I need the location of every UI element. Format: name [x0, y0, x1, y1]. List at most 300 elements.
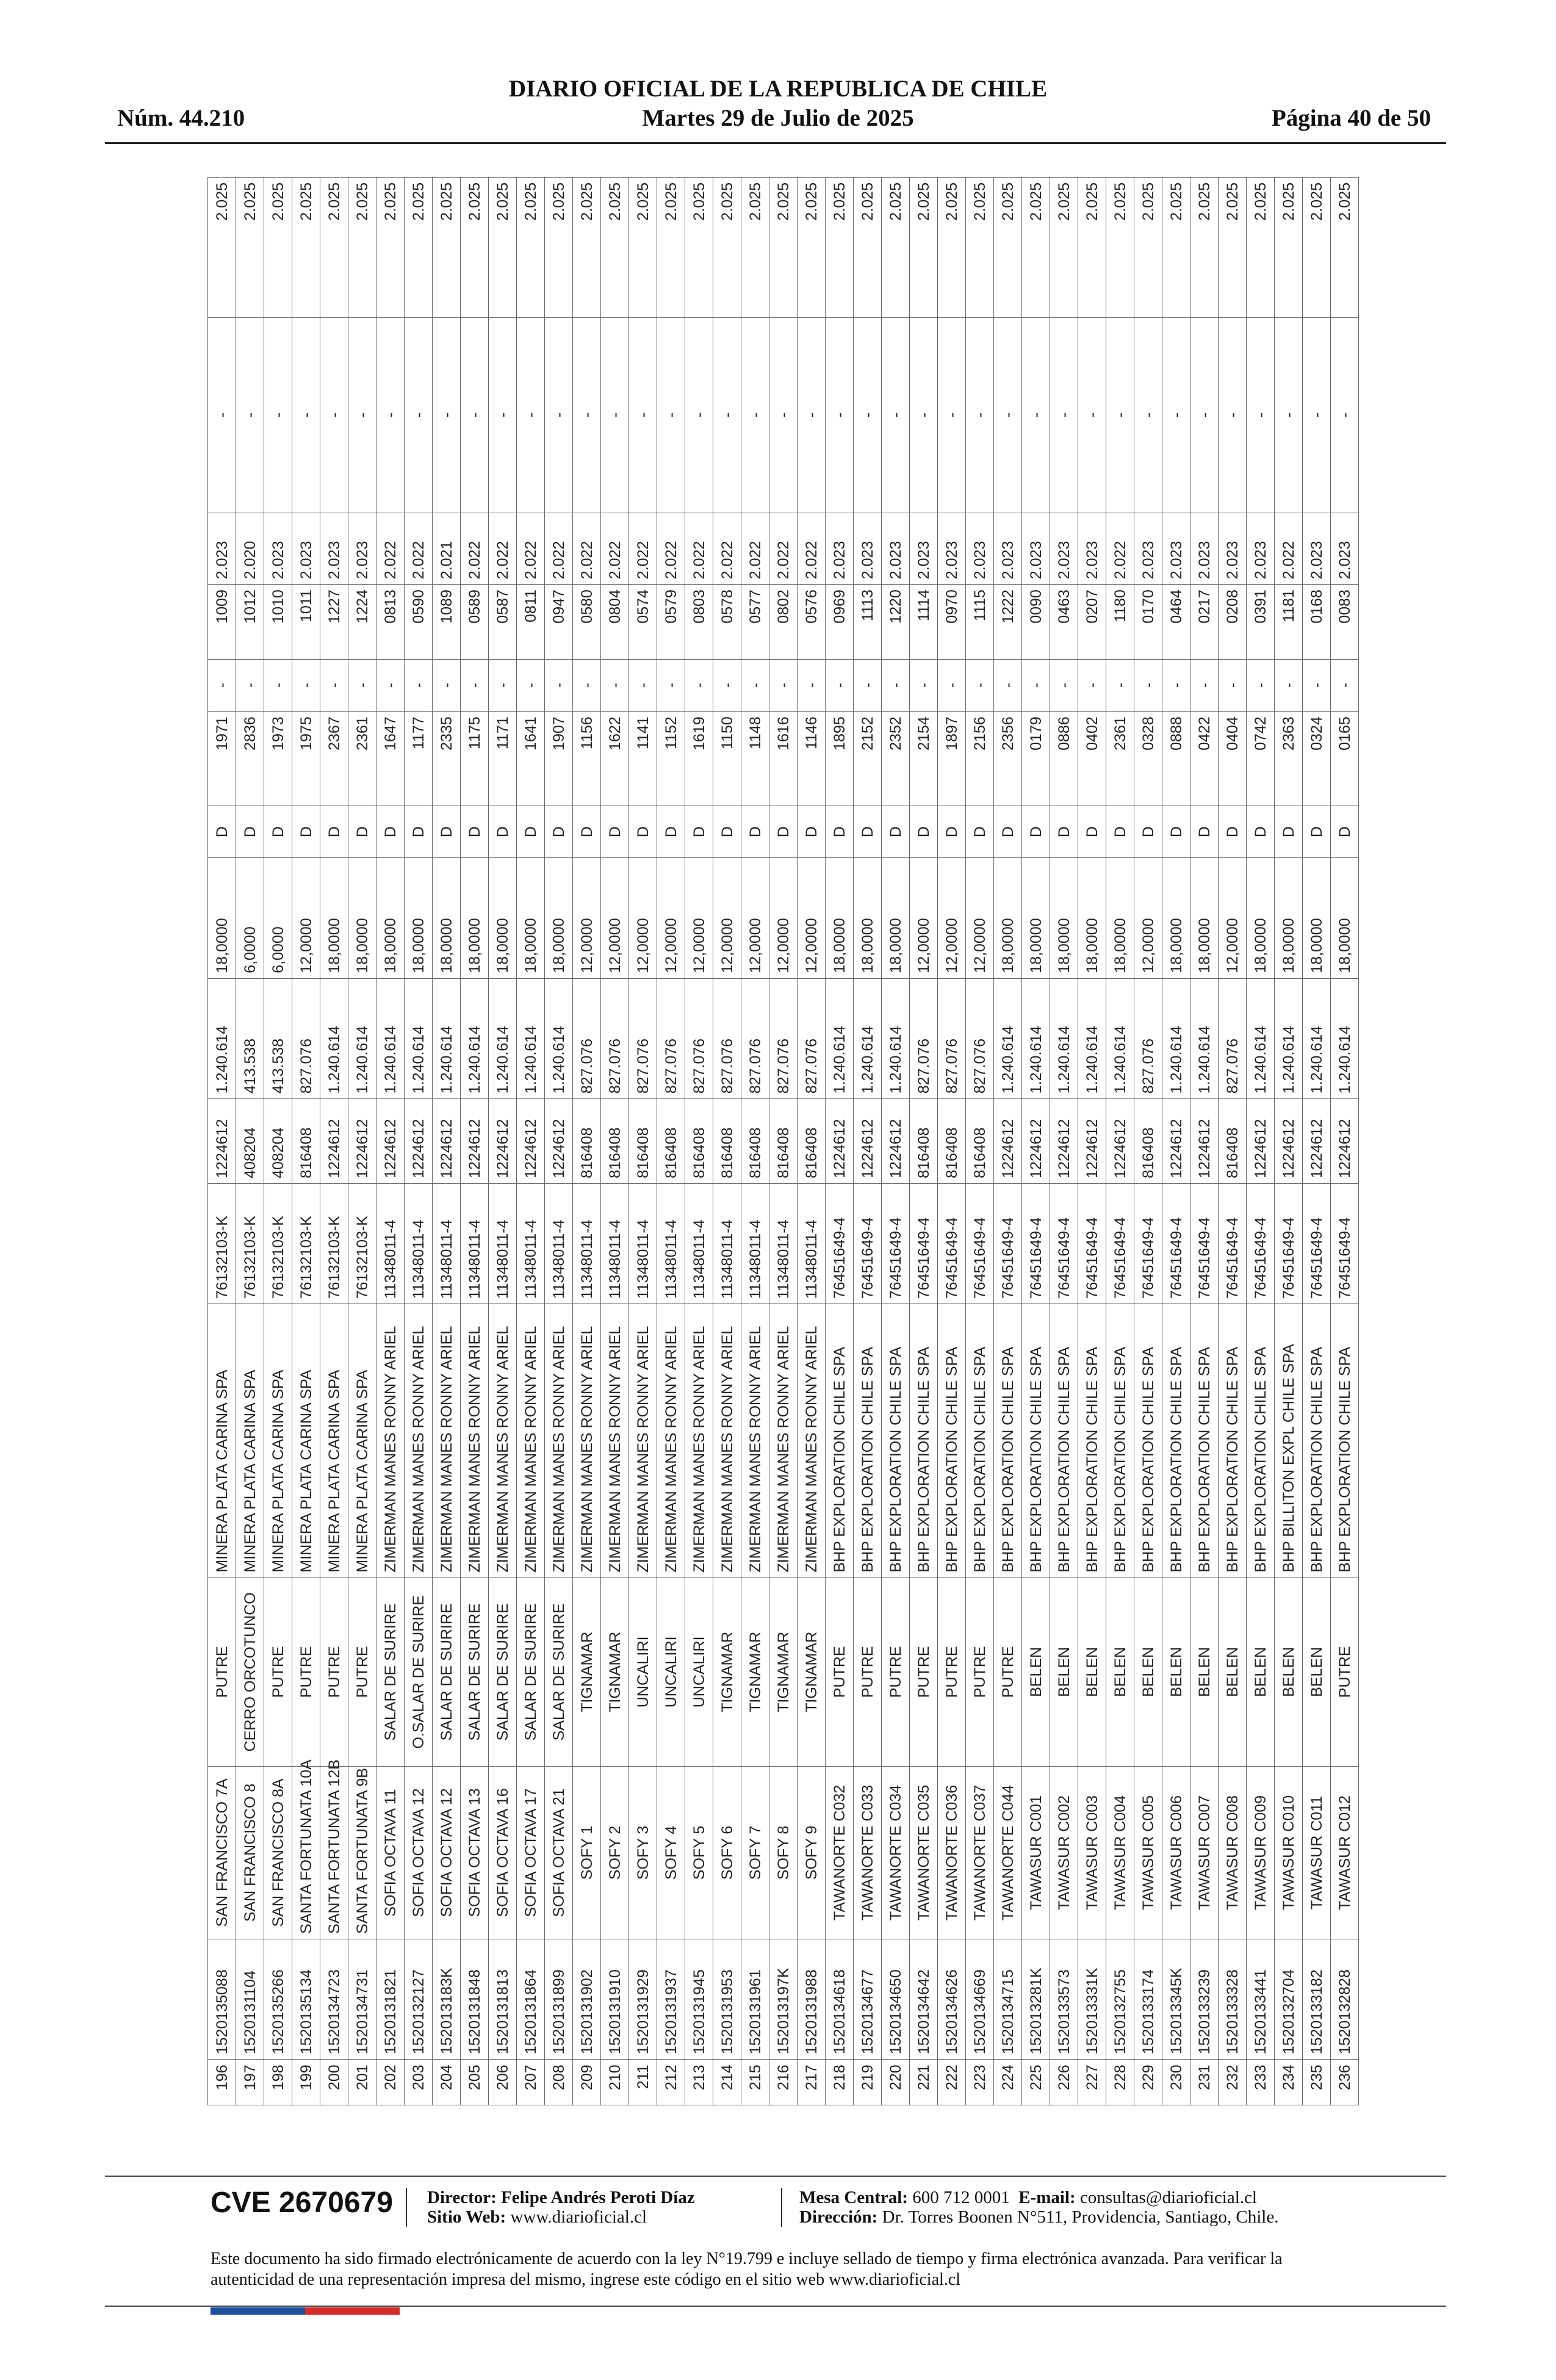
cell-rol-nacional: 1520135266: [264, 1939, 292, 2059]
cell-payment-year: 2.025: [685, 178, 713, 318]
cell-dash-b: -: [461, 317, 489, 513]
email-label: E-mail:: [1018, 2188, 1076, 2207]
cell-foja: 1156: [573, 712, 601, 806]
cell-comuna: PUTRE: [826, 1578, 854, 1766]
cell-dash-a: -: [433, 659, 461, 711]
cell-concession-name: SOFIA OCTAVA 16: [489, 1767, 517, 1939]
cell-number: 0589: [461, 585, 489, 660]
cell-owner-rut: 76451649-4: [1050, 1183, 1078, 1304]
table-row: [629, 178, 657, 2105]
cell-year: 2.023: [994, 513, 1022, 584]
cell-year: 2.023: [1134, 513, 1162, 584]
cell-row-number: 202: [376, 2060, 405, 2105]
cell-row-number: 235: [1303, 2060, 1331, 2105]
cell-concession-name: SOFIA OCTAVA 21: [545, 1767, 573, 1939]
cell-foja: 2367: [320, 712, 348, 806]
cell-dash-b: -: [292, 317, 320, 513]
cell-dash-b: -: [208, 317, 236, 513]
cell-rol-nacional: 1520131902: [573, 1939, 601, 2059]
cell-year: 2.022: [489, 513, 517, 584]
cell-owner-rut: 76451649-4: [994, 1183, 1022, 1304]
cell-comuna: PUTRE: [994, 1578, 1022, 1766]
cell-payment-year: 2.025: [573, 178, 601, 318]
cell-hectares: 18,0000: [1162, 858, 1190, 978]
cell-amount-a: 1224612: [1022, 1099, 1050, 1184]
cell-type-code: D: [657, 806, 685, 857]
cell-row-number: 212: [657, 2060, 685, 2105]
cell-number: 1180: [1106, 585, 1134, 660]
cell-dash-a: -: [1162, 659, 1190, 711]
cell-row-number: 214: [713, 2060, 741, 2105]
cell-amount-b: 1.240.614: [854, 978, 882, 1098]
cell-number: 1222: [994, 585, 1022, 660]
cell-owner-name: MINERA PLATA CARINA SPA: [236, 1304, 264, 1578]
cell-dash-a: -: [264, 659, 292, 711]
table-body: [208, 178, 1359, 2105]
cell-dash-b: -: [517, 317, 545, 513]
cell-dash-b: -: [1303, 317, 1331, 513]
cell-row-number: 201: [348, 2060, 376, 2105]
cell-dash-b: -: [1275, 317, 1303, 513]
cell-concession-name: TAWASUR C004: [1106, 1767, 1134, 1939]
cell-rol-nacional: 1520135088: [208, 1939, 236, 2059]
cell-owner-name: MINERA PLATA CARINA SPA: [320, 1304, 348, 1578]
cell-dash-b: -: [1106, 317, 1134, 513]
footer-divider: [105, 2176, 1446, 2177]
cell-dash-a: -: [798, 659, 826, 711]
cell-amount-a: 1224612: [489, 1099, 517, 1184]
cell-type-code: D: [854, 806, 882, 857]
cell-year: 2.023: [264, 513, 292, 584]
cell-row-number: 236: [1331, 2060, 1359, 2105]
cell-amount-b: 1.240.614: [826, 978, 854, 1098]
cell-owner-rut: 11348011-4: [545, 1183, 573, 1304]
cell-amount-a: 1224612: [405, 1099, 433, 1184]
cell-amount-a: 816408: [1134, 1099, 1162, 1184]
cell-row-number: 199: [292, 2060, 320, 2105]
cell-comuna: PUTRE: [882, 1578, 910, 1766]
cell-amount-a: 816408: [685, 1099, 713, 1184]
web-link[interactable]: www.diarioficial.cl: [510, 2207, 647, 2227]
cell-owner-rut: 76451649-4: [1078, 1183, 1106, 1304]
cell-foja: 2356: [994, 712, 1022, 806]
cell-foja: 1148: [741, 712, 769, 806]
cell-amount-a: 1224612: [1303, 1099, 1331, 1184]
cell-owner-name: BHP EXPLORATION CHILE SPA: [1134, 1304, 1162, 1578]
cell-hectares: 12,0000: [798, 858, 826, 978]
cell-owner-rut: 76132103-K: [264, 1183, 292, 1304]
cell-amount-b: 1.240.614: [1275, 978, 1303, 1098]
cell-year: 2.023: [1219, 513, 1247, 584]
cell-amount-b: 1.240.614: [1303, 978, 1331, 1098]
cell-row-number: 210: [601, 2060, 629, 2105]
cell-comuna: PUTRE: [966, 1578, 994, 1766]
cell-dash-b: -: [601, 317, 629, 513]
cell-concession-name: SAN FRANCISCO 8A: [264, 1767, 292, 1939]
cell-dash-a: -: [517, 659, 545, 711]
cell-amount-a: 1224612: [208, 1099, 236, 1184]
cell-comuna: SALAR DE SURIRE: [517, 1578, 545, 1766]
cell-owner-name: MINERA PLATA CARINA SPA: [292, 1304, 320, 1578]
cell-row-number: 222: [938, 2060, 966, 2105]
cell-hectares: 18,0000: [517, 858, 545, 978]
cell-comuna: BELEN: [1162, 1578, 1190, 1766]
cell-owner-name: ZIMERMAN MANES RONNY ARIEL: [517, 1304, 545, 1578]
cell-amount-b: 1.240.614: [320, 978, 348, 1098]
cell-dash-a: -: [1247, 659, 1275, 711]
cell-payment-year: 2.025: [910, 178, 938, 318]
cell-comuna: BELEN: [1275, 1578, 1303, 1766]
cell-row-number: 231: [1190, 2060, 1219, 2105]
cell-comuna: UNCALIRI: [657, 1578, 685, 1766]
cell-payment-year: 2.025: [1022, 178, 1050, 318]
cell-amount-b: 827.076: [629, 978, 657, 1098]
director-name: Felipe Andrés Peroti Díaz: [501, 2188, 695, 2207]
cell-foja: 0179: [1022, 712, 1050, 806]
cell-row-number: 207: [517, 2060, 545, 2105]
cell-number: 0811: [517, 585, 545, 660]
cell-dash-a: -: [320, 659, 348, 711]
table-row: [1219, 178, 1247, 2105]
table-row: [236, 178, 264, 2105]
cell-dash-b: -: [629, 317, 657, 513]
cell-amount-b: 827.076: [938, 978, 966, 1098]
cell-type-code: D: [966, 806, 994, 857]
cell-number: 0574: [629, 585, 657, 660]
cell-year: 2.022: [657, 513, 685, 584]
cell-concession-name: SOFY 4: [657, 1767, 685, 1939]
cell-amount-a: 816408: [573, 1099, 601, 1184]
cell-hectares: 12,0000: [685, 858, 713, 978]
cell-foja: 1171: [489, 712, 517, 806]
cell-type-code: D: [938, 806, 966, 857]
cell-dash-b: -: [741, 317, 769, 513]
cell-foja: 0324: [1303, 712, 1331, 806]
table-row: [966, 178, 994, 2105]
cell-payment-year: 2.025: [348, 178, 376, 318]
cell-amount-a: 1224612: [1247, 1099, 1275, 1184]
cell-comuna: SALAR DE SURIRE: [489, 1578, 517, 1766]
cell-foja: 1146: [798, 712, 826, 806]
cell-payment-year: 2.025: [461, 178, 489, 318]
cell-number: 0217: [1190, 585, 1219, 660]
cell-hectares: 18,0000: [882, 858, 910, 978]
cell-hectares: 18,0000: [1303, 858, 1331, 978]
cell-dash-b: -: [713, 317, 741, 513]
cell-amount-b: 827.076: [798, 978, 826, 1098]
cell-hectares: 6,0000: [236, 858, 264, 978]
cell-owner-rut: 11348011-4: [489, 1183, 517, 1304]
cell-comuna: SALAR DE SURIRE: [461, 1578, 489, 1766]
cell-comuna: TIGNAMAR: [741, 1578, 769, 1766]
cell-number: 1113: [854, 585, 882, 660]
cell-type-code: D: [741, 806, 769, 857]
cell-row-number: 230: [1162, 2060, 1190, 2105]
cell-dash-b: -: [1078, 317, 1106, 513]
cell-rol-nacional: 1520131988: [798, 1939, 826, 2059]
cell-rol-nacional: 1520132755: [1106, 1939, 1134, 2059]
cell-type-code: D: [713, 806, 741, 857]
cell-payment-year: 2.025: [657, 178, 685, 318]
cell-rol-nacional: 1520134669: [966, 1939, 994, 2059]
table-row: [1162, 178, 1190, 2105]
cell-comuna: PUTRE: [854, 1578, 882, 1766]
cell-hectares: 12,0000: [601, 858, 629, 978]
cell-row-number: 227: [1078, 2060, 1106, 2105]
cell-owner-rut: 76132103-K: [320, 1183, 348, 1304]
cell-number: 0391: [1247, 585, 1275, 660]
cell-number: 0577: [741, 585, 769, 660]
cell-payment-year: 2.025: [769, 178, 798, 318]
cell-number: 1012: [236, 585, 264, 660]
cell-rol-nacional: 1520132828: [1331, 1939, 1359, 2059]
cell-comuna: BELEN: [1303, 1578, 1331, 1766]
cell-rol-nacional: 1520134723: [320, 1939, 348, 2059]
cell-rol-nacional: 152013331K: [1078, 1939, 1106, 2059]
table-row: [910, 178, 938, 2105]
cell-amount-a: 1224612: [348, 1099, 376, 1184]
cell-number: 1114: [910, 585, 938, 660]
cell-foja: 0888: [1162, 712, 1190, 806]
cell-owner-rut: 11348011-4: [461, 1183, 489, 1304]
cell-owner-rut: 76451649-4: [1190, 1183, 1219, 1304]
email-link[interactable]: consultas@diarioficial.cl: [1079, 2188, 1257, 2207]
cell-amount-b: 827.076: [741, 978, 769, 1098]
cell-year: 2.022: [461, 513, 489, 584]
cell-concession-name: TAWANORTE C044: [994, 1767, 1022, 1939]
cell-foja: 1971: [208, 712, 236, 806]
cell-number: 0587: [489, 585, 517, 660]
cell-concession-name: TAWASUR C003: [1078, 1767, 1106, 1939]
cell-comuna: UNCALIRI: [629, 1578, 657, 1766]
cell-dash-b: -: [657, 317, 685, 513]
cell-hectares: 12,0000: [657, 858, 685, 978]
mesa-label: Mesa Central:: [799, 2188, 908, 2207]
cell-owner-name: ZIMERMAN MANES RONNY ARIEL: [573, 1304, 601, 1578]
table-row: [685, 178, 713, 2105]
cell-hectares: 18,0000: [1247, 858, 1275, 978]
cell-number: 0083: [1331, 585, 1359, 660]
cell-comuna: TIGNAMAR: [601, 1578, 629, 1766]
cell-type-code: D: [405, 806, 433, 857]
cell-payment-year: 2.025: [601, 178, 629, 318]
cell-dash-a: -: [1331, 659, 1359, 711]
cell-year: 2.022: [1275, 513, 1303, 584]
cell-foja: 1647: [376, 712, 405, 806]
cell-concession-name: SOFY 2: [601, 1767, 629, 1939]
cell-row-number: 218: [826, 2060, 854, 2105]
table-row: [1050, 178, 1078, 2105]
cell-hectares: 18,0000: [545, 858, 573, 978]
cell-rol-nacional: 1520133441: [1247, 1939, 1275, 2059]
cell-year: 2.022: [405, 513, 433, 584]
cell-concession-name: TAWASUR C009: [1247, 1767, 1275, 1939]
cell-concession-name: SAN FRANCISCO 7A: [208, 1767, 236, 1939]
cell-amount-a: 816408: [657, 1099, 685, 1184]
cell-comuna: TIGNAMAR: [769, 1578, 798, 1766]
cell-year: 2.023: [1050, 513, 1078, 584]
cell-type-code: D: [601, 806, 629, 857]
cell-rol-nacional: 1520131910: [601, 1939, 629, 2059]
cell-comuna: O.SALAR DE SURIRE: [405, 1578, 433, 1766]
cell-number: 1224: [348, 585, 376, 660]
cell-owner-rut: 76451649-4: [1134, 1183, 1162, 1304]
cell-payment-year: 2.025: [966, 178, 994, 318]
cell-owner-name: BHP EXPLORATION CHILE SPA: [826, 1304, 854, 1578]
cell-type-code: D: [1331, 806, 1359, 857]
cell-foja: 1897: [938, 712, 966, 806]
table-row: [545, 178, 573, 2105]
cell-amount-a: 1224612: [433, 1099, 461, 1184]
cell-dash-a: -: [854, 659, 882, 711]
cell-rol-nacional: 152013345K: [1162, 1939, 1190, 2059]
cell-number: 0947: [545, 585, 573, 660]
cell-hectares: 12,0000: [769, 858, 798, 978]
table-row: [601, 178, 629, 2105]
cell-comuna: BELEN: [1190, 1578, 1219, 1766]
cell-foja: 1152: [657, 712, 685, 806]
concessions-table: [207, 177, 1359, 2105]
cell-concession-name: TAWASUR C011: [1303, 1767, 1331, 1939]
cell-rol-nacional: 1520135134: [292, 1939, 320, 2059]
table-row: [264, 178, 292, 2105]
cell-dash-b: -: [348, 317, 376, 513]
cell-type-code: D: [1275, 806, 1303, 857]
cell-amount-b: 413.538: [236, 978, 264, 1098]
cell-dash-b: -: [1190, 317, 1219, 513]
cell-amount-a: 1224612: [854, 1099, 882, 1184]
legal-notice: Este documento ha sido firmado electrónicamente de acuerdo con la ley N°19.799 e incluye sellado de tiempo y firma electrónica avanzada. Para verificar la autenticidad de una representación impresa del mismo, ingrese este código en el sitio web www.diarioficial.cl: [211, 2249, 1283, 2289]
cell-dash-b: -: [320, 317, 348, 513]
cell-year: 2.023: [882, 513, 910, 584]
cell-amount-a: 1224612: [461, 1099, 489, 1184]
cell-owner-name: ZIMERMAN MANES RONNY ARIEL: [601, 1304, 629, 1578]
cell-owner-name: BHP EXPLORATION CHILE SPA: [1162, 1304, 1190, 1578]
cell-rol-nacional: 1520133573: [1050, 1939, 1078, 2059]
cell-owner-name: MINERA PLATA CARINA SPA: [264, 1304, 292, 1578]
issue-number: Núm. 44.210: [117, 105, 245, 131]
cell-amount-b: 413.538: [264, 978, 292, 1098]
cell-owner-name: MINERA PLATA CARINA SPA: [348, 1304, 376, 1578]
cell-concession-name: SOFY 1: [573, 1767, 601, 1939]
cell-amount-b: 827.076: [769, 978, 798, 1098]
cell-type-code: D: [1078, 806, 1106, 857]
cell-foja: 1973: [264, 712, 292, 806]
cell-owner-rut: 76132103-K: [236, 1183, 264, 1304]
cell-dash-a: -: [910, 659, 938, 711]
cell-payment-year: 2.025: [629, 178, 657, 318]
cell-owner-name: ZIMERMAN MANES RONNY ARIEL: [685, 1304, 713, 1578]
footer-separator: [781, 2188, 782, 2227]
cell-rol-nacional: 1520131864: [517, 1939, 545, 2059]
cell-payment-year: 2.025: [854, 178, 882, 318]
cell-foja: 1175: [461, 712, 489, 806]
cell-row-number: 228: [1106, 2060, 1134, 2105]
cell-number: 0813: [376, 585, 405, 660]
cell-dash-b: -: [405, 317, 433, 513]
cell-payment-year: 2.025: [376, 178, 405, 318]
cell-amount-b: 1.240.614: [405, 978, 433, 1098]
cell-amount-b: 827.076: [657, 978, 685, 1098]
cell-amount-b: 1.240.614: [1331, 978, 1359, 1098]
cell-hectares: 18,0000: [489, 858, 517, 978]
cell-dash-a: -: [376, 659, 405, 711]
cell-comuna: CERRO ORCOTUNCO: [236, 1578, 264, 1766]
cell-amount-b: 1.240.614: [433, 978, 461, 1098]
cell-comuna: PUTRE: [910, 1578, 938, 1766]
cell-dash-b: -: [1162, 317, 1190, 513]
cell-hectares: 18,0000: [826, 858, 854, 978]
cell-foja: 1975: [292, 712, 320, 806]
cell-rol-nacional: 1520134677: [854, 1939, 882, 2059]
cell-owner-rut: 76132103-K: [292, 1183, 320, 1304]
table-row: [1331, 178, 1359, 2105]
cell-year: 2.022: [517, 513, 545, 584]
cell-number: 0090: [1022, 585, 1050, 660]
cell-dash-a: -: [292, 659, 320, 711]
cell-dash-a: -: [1219, 659, 1247, 711]
cell-concession-name: TAWANORTE C035: [910, 1767, 938, 1939]
cell-amount-a: 816408: [741, 1099, 769, 1184]
director-label: Director:: [427, 2188, 497, 2207]
cell-payment-year: 2.025: [1219, 178, 1247, 318]
cell-number: 1227: [320, 585, 348, 660]
cell-payment-year: 2.025: [1247, 178, 1275, 318]
cell-amount-b: 1.240.614: [348, 978, 376, 1098]
table-row: [1078, 178, 1106, 2105]
cell-owner-rut: 76132103-K: [348, 1183, 376, 1304]
table-row: [938, 178, 966, 2105]
cell-owner-rut: 11348011-4: [573, 1183, 601, 1304]
cell-number: 1181: [1275, 585, 1303, 660]
cell-hectares: 12,0000: [741, 858, 769, 978]
cell-owner-rut: 76451649-4: [1303, 1183, 1331, 1304]
cell-payment-year: 2.025: [1162, 178, 1190, 318]
cell-row-number: 225: [1022, 2060, 1050, 2105]
cell-row-number: 217: [798, 2060, 826, 2105]
table-row: [489, 178, 517, 2105]
cell-amount-b: 1.240.614: [376, 978, 405, 1098]
cell-comuna: SALAR DE SURIRE: [545, 1578, 573, 1766]
cell-payment-year: 2.025: [938, 178, 966, 318]
cell-year: 2.022: [769, 513, 798, 584]
cell-year: 2.022: [629, 513, 657, 584]
cell-row-number: 223: [966, 2060, 994, 2105]
issue-date: Martes 29 de Julio de 2025: [642, 105, 914, 131]
cell-dash-a: -: [938, 659, 966, 711]
cell-amount-b: 1.240.614: [1190, 978, 1219, 1098]
cell-dash-a: -: [966, 659, 994, 711]
cell-row-number: 200: [320, 2060, 348, 2105]
cell-comuna: SALAR DE SURIRE: [433, 1578, 461, 1766]
cell-year: 2.023: [1303, 513, 1331, 584]
cell-owner-name: BHP EXPLORATION CHILE SPA: [966, 1304, 994, 1578]
cell-row-number: 204: [433, 2060, 461, 2105]
cell-year: 2.023: [826, 513, 854, 584]
cell-amount-a: 408204: [264, 1099, 292, 1184]
cell-hectares: 18,0000: [405, 858, 433, 978]
cell-owner-rut: 11348011-4: [517, 1183, 545, 1304]
cell-amount-a: 1224612: [517, 1099, 545, 1184]
cell-amount-b: 1.240.614: [1078, 978, 1106, 1098]
cell-number: 0803: [685, 585, 713, 660]
cell-dash-b: -: [264, 317, 292, 513]
cell-concession-name: SANTA FORTUNATA 12B: [320, 1767, 348, 1939]
cell-amount-a: 816408: [292, 1099, 320, 1184]
cell-owner-name: ZIMERMAN MANES RONNY ARIEL: [376, 1304, 405, 1578]
cell-amount-b: 827.076: [601, 978, 629, 1098]
cell-comuna: SALAR DE SURIRE: [376, 1578, 405, 1766]
